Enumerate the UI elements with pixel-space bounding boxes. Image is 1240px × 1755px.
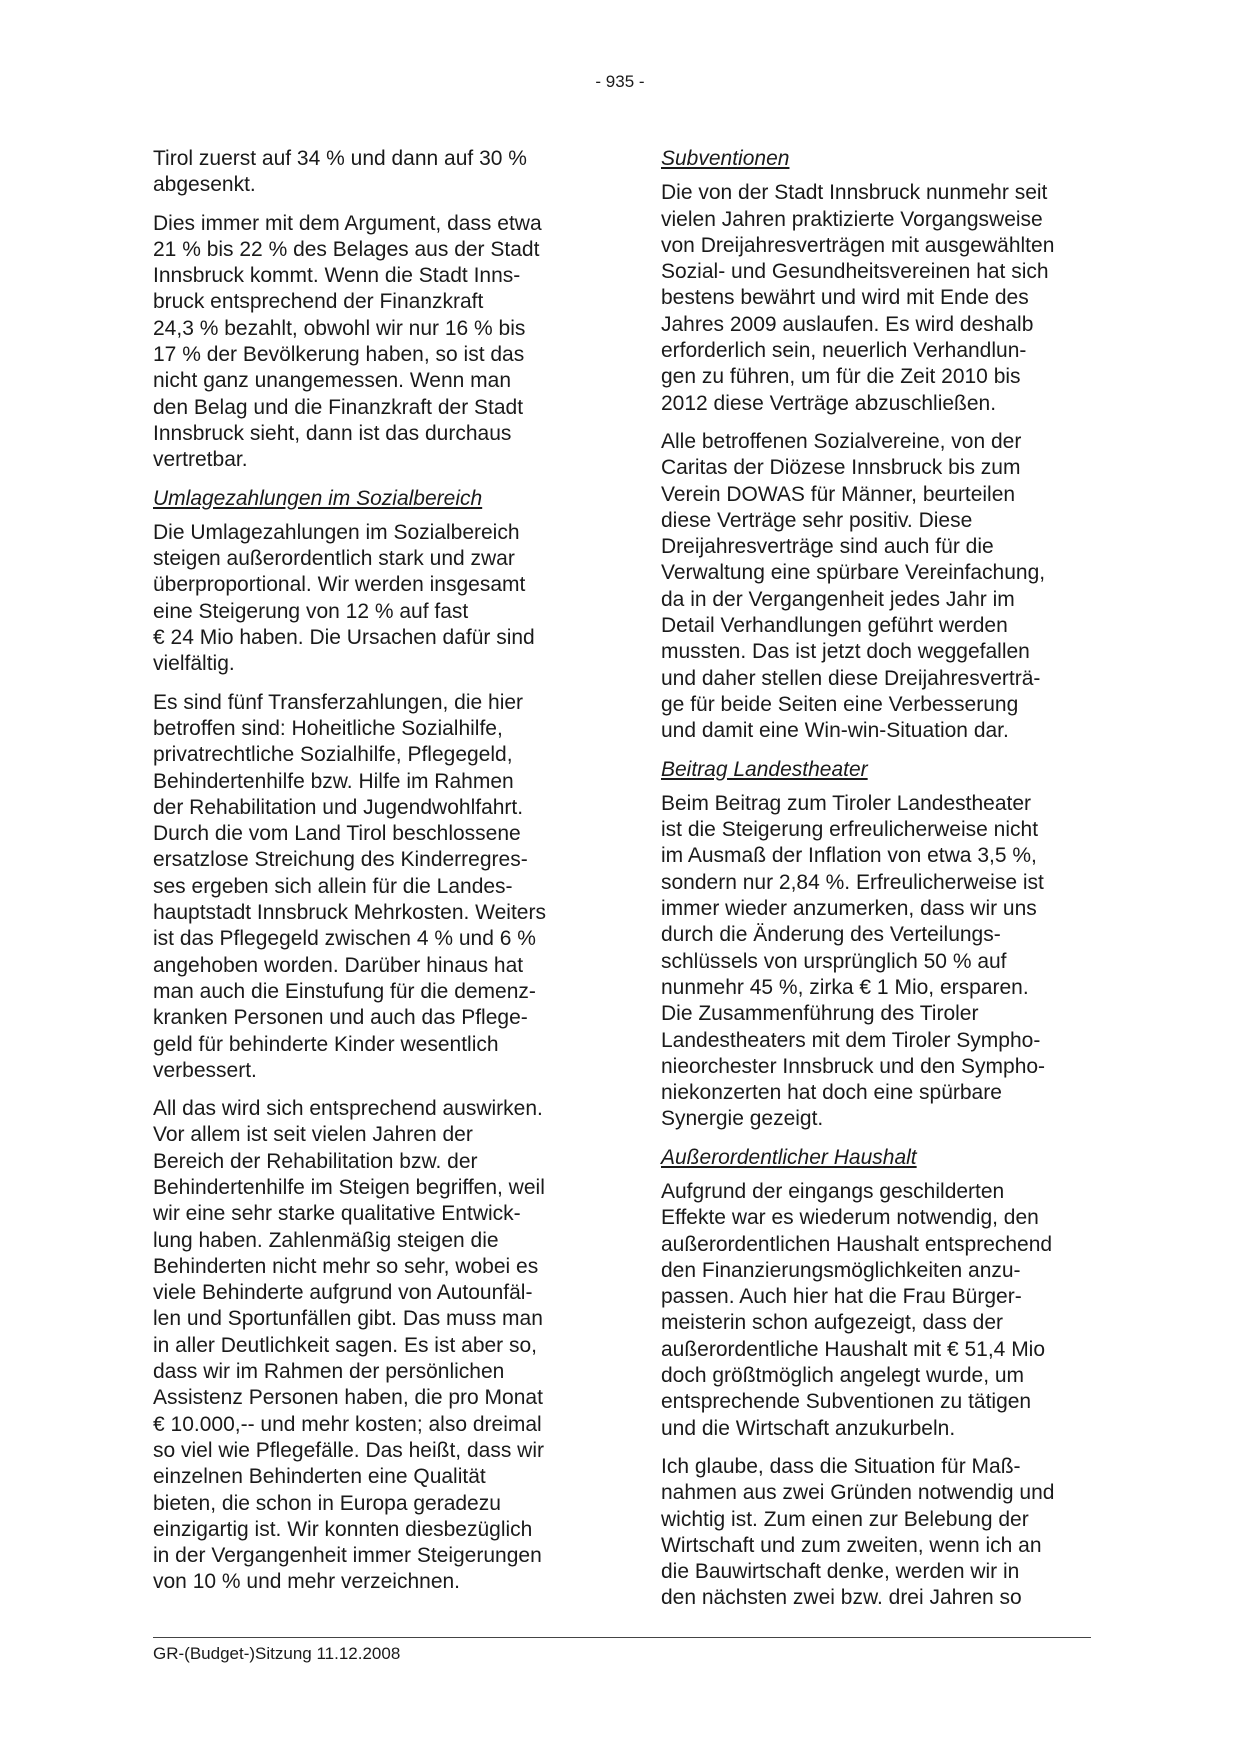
footer-text: GR-(Budget-)Sitzung 11.12.2008 [153,1644,401,1663]
paragraph: Tirol zuerst auf 34 % und dann auf 30 % abgesenkt. [153,147,527,197]
left-column [153,146,593,1608]
section-heading: Umlagezahlungen im Sozialbereich [153,486,483,510]
section-heading: Beitrag Landestheater [661,757,868,781]
paragraph: Die von der Stadt Innsbruck nunmehr seit vielen Jahren praktizierte Vorgangsweise von Dreijahresverträgen mit ausgewählten Sozial- und Gesundheitsvereinen hat sich bestens bewährt und wird mit Ende des Jahres 2009 auslaufen. Es wird deshalb erforderlich sein, neuerlich Verhandlun- gen zu führen, um für die Zeit 2010 bis 2012 diese Verträge abzuschließen. [661,181,1055,415]
right-column [661,146,1101,1624]
paragraph: Beim Beitrag zum Tiroler Landestheater ist die Steigerung erfreulicherweise nicht im Ausmaß der Inflation von etwa 3,5 %, sondern nur 2,84 %. Erfreulicherweise ist immer wieder anzumerken, dass wir uns durch die Änderung des Verteilungs- schlüssels von ursprünglich 50 % auf nunmehr 45 %, zirka € 1 Mio, ersparen. Die Zusammenführung des Tiroler Landestheaters mit dem Tiroler Sympho- nieorchester Innsbruck und den Sympho- niekonzerten hat doch eine spürbare Synergie gezeigt. [661,791,1046,1131]
section-heading: Subventionen [661,147,790,170]
paragraph: Die Umlagezahlungen im Sozialbereich steigen außerordentlich stark und zwar überproportional. Wir werden insgesamt eine Steigerung von 12 % auf fast € 24 Mio haben. Die Ursachen dafür sind vielfältig. [153,520,535,676]
paragraph: Es sind fünf Transferzahlungen, die hier betroffen sind: Hoheitliche Sozialhilfe, privatrechtliche Sozialhilfe, Pflegegeld, Behindertenhilfe bzw. Hilfe im Rahmen der Rehabilitation und Jugendwohlfahrt. Durch die vom Land Tirol beschlossene ersatzlose Streichung des Kinderregres- ses ergeben sich allein für die Landes- hauptstadt Innsbruck Mehrkosten. Weiters ist das Pflegegeld zwischen 4 % und 6 % angehoben worden. Darüber hinaus hat man auch die Einstufung für die demenz- kranken Personen und auch das Pflege- geld für behinderte Kinder wesentlich verbessert. [153,690,546,1082]
paragraph: Alle betroffenen Sozialvereine, von der Caritas der Diözese Innsbruck bis zum Verein DOWAS für Männer, beurteilen diese Verträge sehr positiv. Diese Dreijahresverträge sind auch für die Verwaltung eine spürbare Vereinfachung, da in der Vergangenheit jedes Jahr im Detail Verhandlungen geführt werden mussten. Das ist jetzt doch weggefallen und daher stellen diese Dreijahresverträ- ge für beide Seiten eine Verbesserung und damit eine Win-win-Situation dar. [661,429,1046,743]
paragraph: Ich glaube, dass die Situation für Maß- nahmen aus zwei Gründen notwendig und wichtig ist. Zum einen zur Belebung der Wirtschaft und zum zweiten, wenn ich an die Bauwirtschaft denke, werden wir in den nächsten zwei bzw. drei Jahren so [661,1454,1055,1610]
page-number: - 935 - [595,72,645,91]
section-heading: Außerordentlicher Haushalt [661,1145,917,1169]
paragraph: Aufgrund der eingangs geschilderten Effekte war es wiederum notwendig, den außerordentlichen Haushalt entsprechend den Finanzierungsmöglichkeiten anzu- passen. Auch hier hat die Frau Bürger- meisterin schon aufgezeigt, dass der außerordentliche Haushalt mit € 51,4 Mio doch größtmöglich angelegt wurde, um entsprechende Subventionen zu tätigen und die Wirtschaft anzukurbeln. [661,1179,1053,1440]
paragraph: All das wird sich entsprechend auswirken. Vor allem ist seit vielen Jahren der Bereich der Rehabilitation bzw. der Behindertenhilfe im Steigen begriffen, weil wir eine sehr starke qualitative Entwick- lung haben. Zahlenmäßig steigen die Behinderten nicht mehr so sehr, wobei es viele Behinderte aufgrund von Autounfäl- len und Sportunfällen gibt. Das muss man in aller Deutlichkeit sagen. Es ist aber so, dass wir im Rahmen der persönlichen Assistenz Personen haben, die pro Monat € 10.000,-- und mehr kosten; also dreimal so viel wie Pflegefälle. Das heißt, dass wir einzelnen Behinderten eine Qualität bieten, die schon in Europa geradezu einzigartig ist. Wir konnten diesbezüglich in der Vergangenheit immer Steigerungen von 10 % und mehr verzeichnen. [153,1097,545,1594]
paragraph: Dies immer mit dem Argument, dass etwa 21 % bis 22 % des Belages aus der Stadt Innsbruck kommt. Wenn die Stadt Inns- bruck entsprechend der Finanzkraft 24,3 % bezahlt, obwohl wir nur 16 % bis 17 % der Bevölkerung haben, so ist das nicht ganz unangemessen. Wenn man den Belag und die Finanzkraft der Stadt Innsbruck sieht, dann ist das durchaus vertretbar. [153,211,542,472]
footer-divider [153,1637,1091,1638]
